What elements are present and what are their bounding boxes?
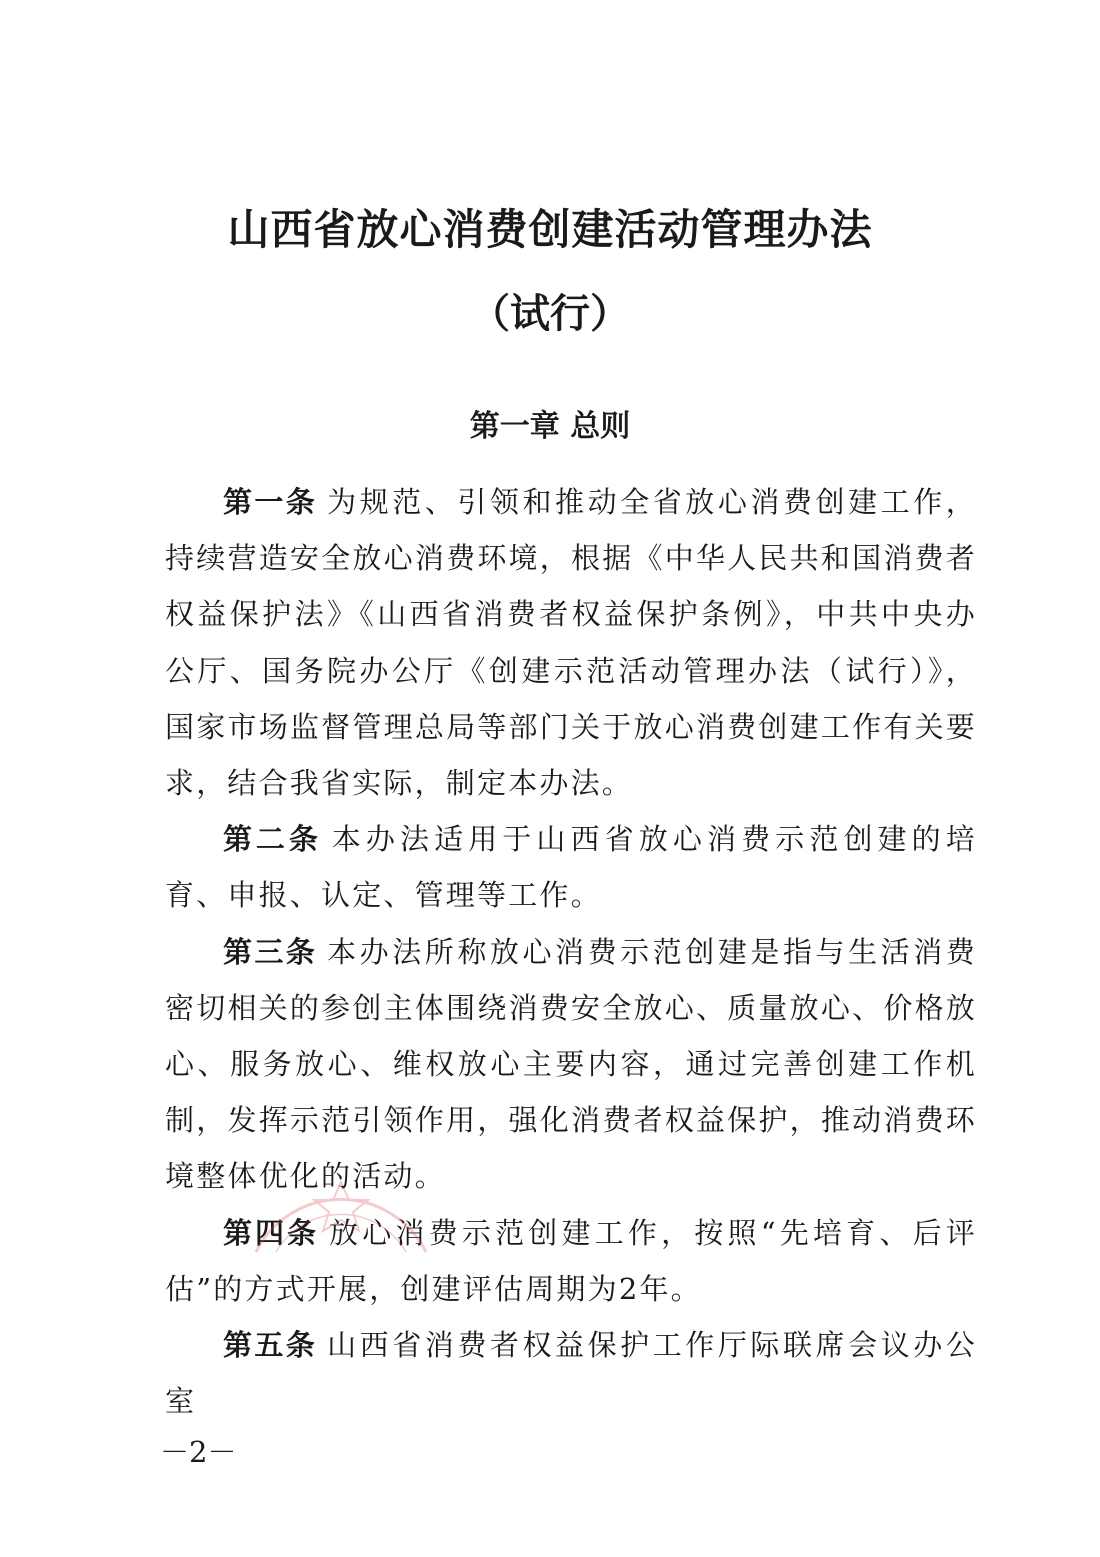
article-2	[165, 811, 977, 923]
article-text: 本办法所称放心消费示范创建是指与生活消费密切相关的参创主体围绕消费安全放心、质量放心、价格放心、服务放心、维权放心主要内容，通过完善创建工作机制，发挥示范引领作用，强化消费者权益保护，推动消费环境整体优化的活动。	[165, 934, 977, 1194]
article-text: 放心消费示范创建工作，按照“先培育、后评估”的方式开展，创建评估周期为2年。	[165, 1215, 977, 1306]
article-text: 山西省消费者权益保护工作厅际联席会议办公室	[165, 1328, 977, 1419]
article-heading: 第四条	[223, 1215, 320, 1250]
article-heading: 第五条	[223, 1328, 318, 1363]
document-body	[165, 474, 977, 1429]
page-number: －2－	[160, 1435, 237, 1469]
article-5	[165, 1317, 977, 1429]
article-heading: 第二条	[223, 822, 322, 857]
chapter-heading: 第一章 总则	[469, 409, 631, 444]
article-heading: 第一条	[223, 485, 318, 519]
article-text: 本办法适用于山西省放心消费示范创建的培育、申报、认定、管理等工作。	[165, 822, 977, 913]
article-1	[165, 474, 977, 811]
article-4	[165, 1205, 977, 1317]
article-heading: 第三条	[223, 934, 318, 969]
article-text: 为规范、引领和推动全省放心消费创建工作，持续营造安全放心消费环境，根据《中华人民共和国消费者权益保护法》《山西省消费者权益保护条例》，中共中央办公厅、国务院办公厅《创建示范活动管理办法（试行）》，国家市场监督管理总局等部门关于放心消费创建工作有关要求，结合我省实际，制定本办法。	[165, 485, 977, 801]
document-title: 山西省放心消费创建活动管理办法	[227, 205, 873, 254]
document-subtitle: （试行）	[470, 290, 630, 337]
article-3	[165, 924, 977, 1205]
